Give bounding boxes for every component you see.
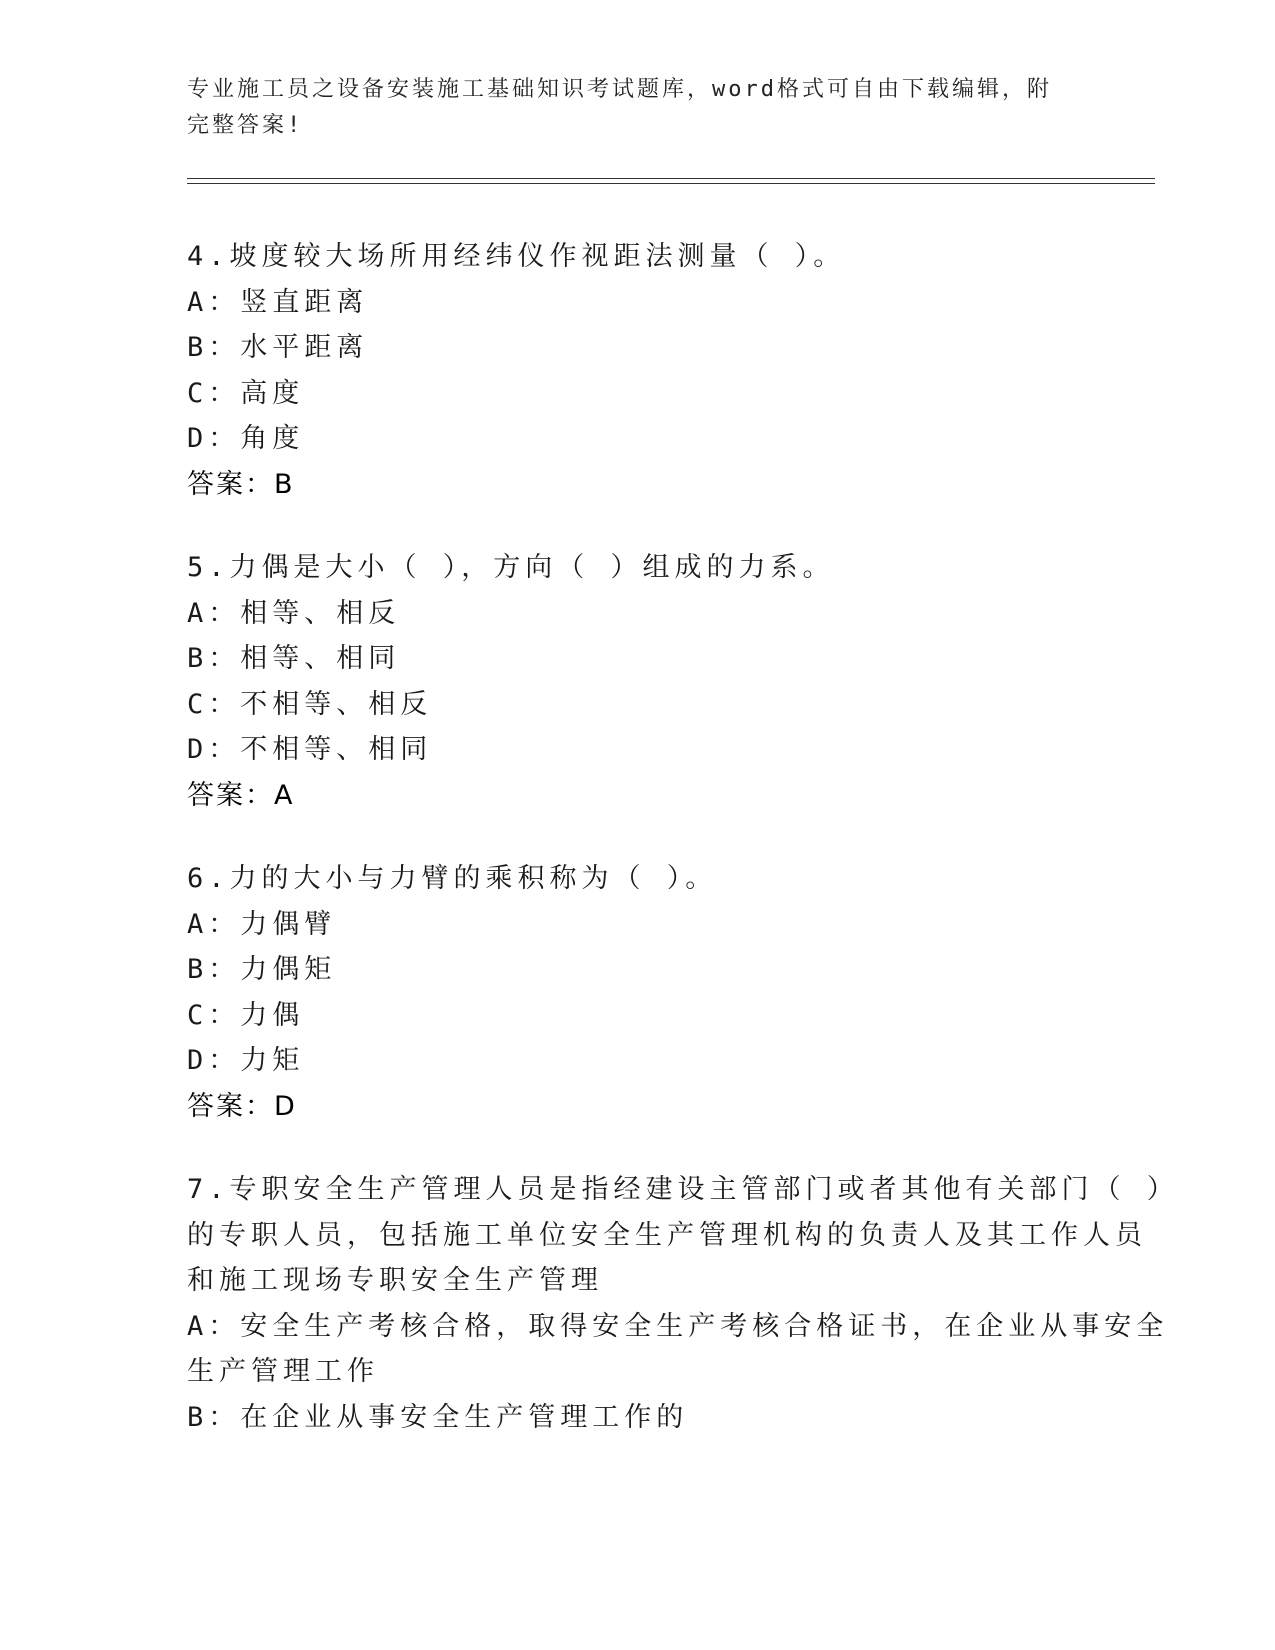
- option-a: A：相等、相反: [187, 597, 401, 629]
- option-a: A：竖直距离: [187, 286, 369, 318]
- question-6: [187, 856, 1087, 1129]
- question-stem-line: 的专职人员，包括施工单位安全生产管理机构的负责人及其工作人员: [187, 1219, 1147, 1251]
- question-4: [187, 234, 1087, 507]
- header-divider-bottom: [187, 183, 1155, 184]
- option-c: C：不相等、相反: [187, 688, 433, 720]
- question-7: [187, 1167, 1179, 1440]
- option-d: D：不相等、相同: [187, 734, 433, 765]
- answer-label: 答案：B: [187, 468, 295, 500]
- question-stem: 6.力的大小与力臂的乘积称为（ ）。: [187, 863, 718, 894]
- option-b: B：相等、相同: [187, 643, 401, 674]
- option-b: B：力偶矩: [187, 954, 337, 985]
- question-5: [187, 545, 1087, 818]
- option-d: D：力矩: [187, 1045, 305, 1076]
- document-header: 专业施工员之设备安装施工基础知识考试题库，word格式可自由下载编辑，附完整答案!: [187, 77, 1052, 138]
- answer-label: 答案：A: [187, 779, 295, 811]
- option-c: C：力偶: [187, 999, 305, 1031]
- option-a-line: 生产管理工作: [187, 1356, 379, 1387]
- question-stem: 4.坡度较大场所用经纬仪作视距法测量（ ）。: [187, 241, 846, 272]
- option-b: B：水平距离: [187, 332, 369, 363]
- question-stem-line: 7.专职安全生产管理人员是指经建设主管部门或者其他有关部门（ ）: [187, 1174, 1179, 1205]
- header-divider-top: [187, 178, 1155, 179]
- question-stem: 5.力偶是大小（ ），方向（ ）组成的力系。: [187, 552, 835, 583]
- question-list: [187, 234, 1179, 1478]
- question-stem-line: 和施工现场专职安全生产管理: [187, 1265, 603, 1296]
- option-d: D：角度: [187, 423, 305, 454]
- option-a: A：力偶臂: [187, 908, 337, 940]
- option-b: B：在企业从事安全生产管理工作的: [187, 1401, 689, 1433]
- option-a-line: A：安全生产考核合格，取得安全生产考核合格证书，在企业从事安全: [187, 1310, 1169, 1342]
- option-c: C：高度: [187, 377, 305, 409]
- answer-label: 答案：D: [187, 1090, 297, 1122]
